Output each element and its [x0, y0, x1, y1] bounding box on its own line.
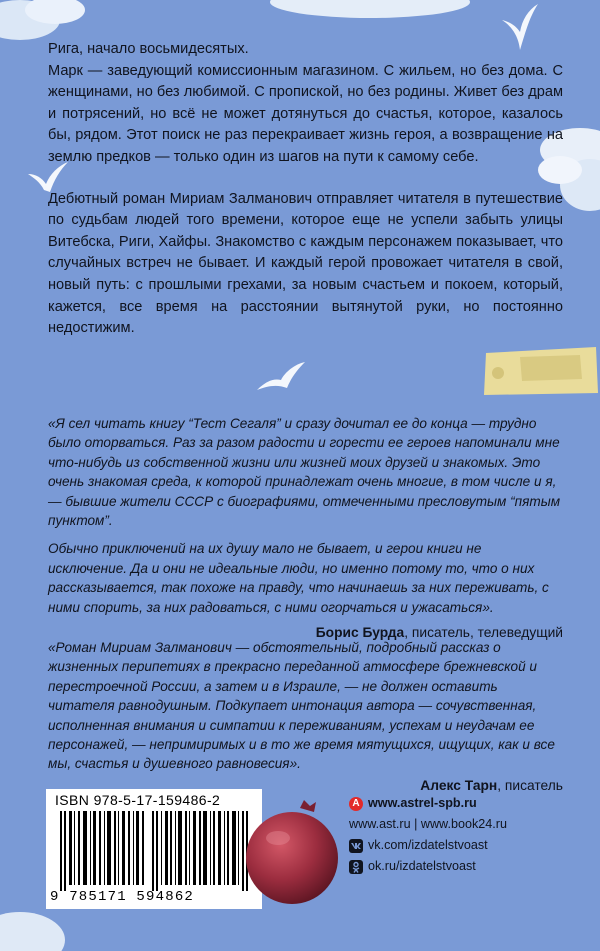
- synopsis: [48, 39, 563, 340]
- review-burda-paragraph-2: Обычно приключений на их душу мало не бывает, и герои книги не исключение. Да и они не идеальные люди, но именно потому то, что о них рассказывается, так похоже на правду, что начинаешь за них переживать, с ними спорить, за них радоваться, с ними огорчаться и ужасаться».: [48, 541, 549, 615]
- review-tarn-role: , писатель: [497, 777, 563, 793]
- publisher-ok[interactable]: [349, 856, 507, 877]
- pomegranate-illustration: [240, 800, 345, 908]
- synopsis-paragraph-1: Рига, начало восьмидесятых. Марк — заведующий комиссионным магазином. С жильем, но без дома. С женщинами, но без любимой. С пропиской, но без родины. Живет без драм и потрясений, но всё не может дотянуться до счастья, которое, казалось бы, рядом. Этот поиск не раз перекраивает жизнь героя, а возвращение на землю предков — только один из шагов на пути к самому себе.: [48, 41, 563, 165]
- astrel-site-link[interactable]: www.astrel-spb.ru: [368, 796, 477, 810]
- vk-link[interactable]: vk.com/izdatelstvoast: [368, 838, 488, 852]
- synopsis-paragraph-2: Дебютный роман Мириам Залманович отправляет читателя в путешествие по судьбам людей того времени, которое еще не успели забыть улицы Витебска, Риги, Хайфы. Знакомство с каждым персонажем показывает, что случайных встреч не бывает. И каждый герой провожает читателя в свой, новый путь: с прошлыми грехами, за новым счастьем и покоем, который, кажется, все время на расстоянии вытянутой руки, но постоянно недостижим.: [48, 190, 563, 337]
- review-tarn: [48, 638, 563, 795]
- publisher-vk[interactable]: [349, 835, 507, 856]
- review-burda-author: Борис Бурда: [315, 625, 405, 641]
- publisher-links: [349, 793, 507, 877]
- review-burda: [48, 414, 563, 642]
- bird-icon-center: [255, 360, 307, 394]
- review-burda-role: , писатель, телеведущий: [404, 625, 563, 641]
- review-tarn-paragraph-1: «Роман Мириам Залманович — обстоятельный, подробный рассказ о жизненных перипетиях в прекрасно переданной атмосфере брежневской и перестроечной России, а затем и в Израиле, — не должен оставить читателя равнодушным. Подкупает интонация автора — сочувственная, исполненная внимания и симпатии к переживаниям, успехам и неудачам ее персонажей, — непримиримых и в то же время мятущихся, ищущих, как и все мы, счастья и душевного равновесия».: [48, 640, 555, 772]
- barcode-digits: 9 785171 594862: [50, 889, 195, 905]
- publisher-sites[interactable]: [349, 814, 507, 835]
- ticket-decoration: [480, 345, 600, 397]
- cloud-top-center: [270, 0, 470, 22]
- astrel-logo-icon: А: [349, 797, 363, 811]
- publisher-main-site[interactable]: [349, 793, 507, 814]
- ok-link[interactable]: ok.ru/izdatelstvoast: [368, 859, 476, 873]
- ast-book24-links[interactable]: www.ast.ru | www.book24.ru: [349, 817, 507, 831]
- vk-icon: [349, 839, 363, 853]
- barcode: [46, 789, 262, 909]
- review-tarn-author: Алекс Тарн: [420, 777, 498, 793]
- isbn-label: ISBN 978-5-17-159486-2: [55, 792, 221, 808]
- review-burda-paragraph-1: «Я сел читать книгу “Тест Сегаля” и сразу дочитал ее до конца — трудно было оторваться. Раз за разом радости и горести ее героев напоминали мне что-нибудь из собственной жизни или жизней моих друзей и знакомых. Это очень знакомая среда, к которой принадлежат очень многие, в том числе и я, — бывшие жители СССР с биографиями, отмеченными пресловутым “пятым пунктом”.: [48, 416, 561, 529]
- odnoklassniki-icon: [349, 860, 363, 874]
- barcode-bars: [60, 811, 256, 891]
